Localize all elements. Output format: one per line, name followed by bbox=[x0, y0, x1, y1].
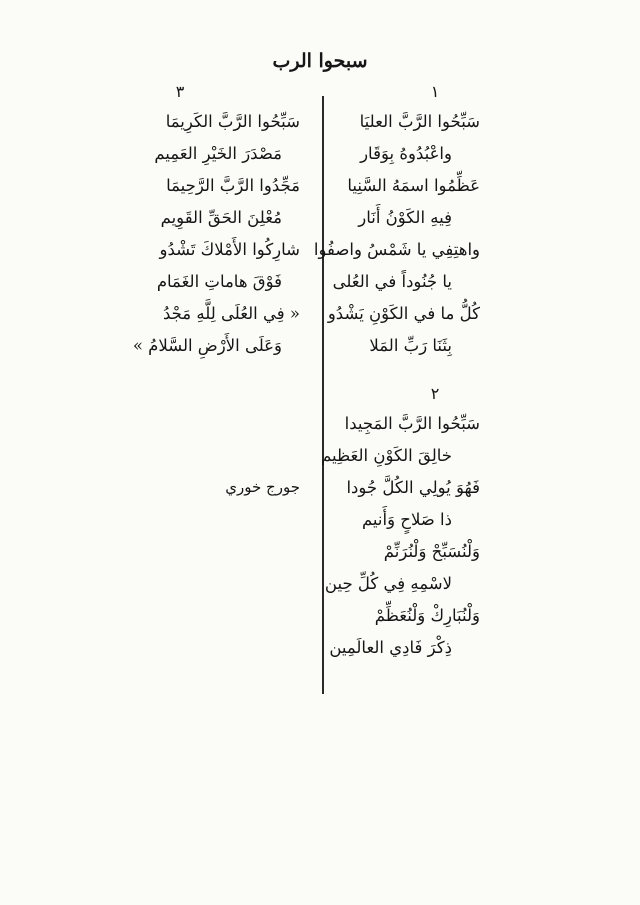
verse-line: وَلْنُسَبِّحْ وَلْنُرَنِّمْ bbox=[383, 542, 480, 561]
left-column bbox=[60, 82, 300, 496]
verse-line: واعْبُدُوهُ بِوَقَار bbox=[360, 144, 452, 163]
verse-line: مَصْدَرَ الخَيْرِ العَمِيم bbox=[154, 144, 282, 163]
verse-line: وَلْنُبَارِكْ وَلْنُعَظِّمْ bbox=[374, 606, 480, 625]
verse-line: بِثَنَا رَبِّ المَلا bbox=[369, 336, 452, 355]
verse-line: شارِكُوا الأَمْلاكَ تَشْدُو bbox=[159, 240, 300, 259]
stanza-3 bbox=[60, 82, 300, 362]
verse-line: فَهُوَ يُولِي الكُلَّ جُودا bbox=[346, 478, 480, 497]
verse-line: يا جُنُوداً في العُلى bbox=[332, 272, 452, 291]
verse-line: « فِي العُلَى لِلَّهِ مَجْدُ bbox=[163, 304, 300, 323]
verse-line: سَبِّحُوا الرَّبَّ الكَرِيمَا bbox=[165, 112, 300, 131]
verse-line: لاسْمِهِ فِي كُلِّ حِين bbox=[324, 574, 452, 593]
verse-line: فِيهِ الكَوْنُ أَنَار bbox=[358, 208, 452, 227]
verse-line: كُلُّ ما في الكَوْنِ يَشْدُو bbox=[327, 304, 480, 323]
right-column bbox=[270, 82, 480, 686]
verse-line: سَبِّحُوا الرَّبَّ المَجِيدا bbox=[344, 414, 480, 433]
verse-line: ذا صَلاحٍ وَأَنيم bbox=[361, 510, 452, 529]
verse-line: مَجِّدُوا الرَّبَّ الرَّحِيمَا bbox=[166, 176, 300, 195]
stanza-number: ٣ bbox=[175, 82, 185, 101]
verse-line: خالِقَ الكَوْنِ العَظِيم bbox=[321, 446, 452, 465]
stanza-number: ١ bbox=[430, 82, 440, 101]
verse-line: سَبِّحُوا الرَّبَّ العليَا bbox=[359, 112, 480, 131]
verse-line: وَعَلَى الأَرْضِ السَّلامُ » bbox=[132, 336, 282, 355]
stanza-2 bbox=[270, 384, 480, 664]
verse-line: ذِكْرَ فَادِي العالَمِين bbox=[329, 638, 452, 657]
verse-line: واهتِفِي يا شَمْسُ واصفُوا bbox=[313, 240, 480, 259]
verse-line: عَظِّمُوا اسمَهُ السَّنِيا bbox=[347, 176, 480, 195]
verse-line: فَوْقَ هاماتِ الغَمَام bbox=[156, 272, 282, 291]
verse-line: مُعْلِنَ الحَقِّ القَوِيم bbox=[160, 208, 282, 227]
author-name: جورج خوري bbox=[225, 478, 300, 496]
stanza-1 bbox=[270, 82, 480, 362]
stanza-number: ٢ bbox=[430, 384, 440, 403]
song-title: سبحوا الرب bbox=[272, 50, 368, 72]
